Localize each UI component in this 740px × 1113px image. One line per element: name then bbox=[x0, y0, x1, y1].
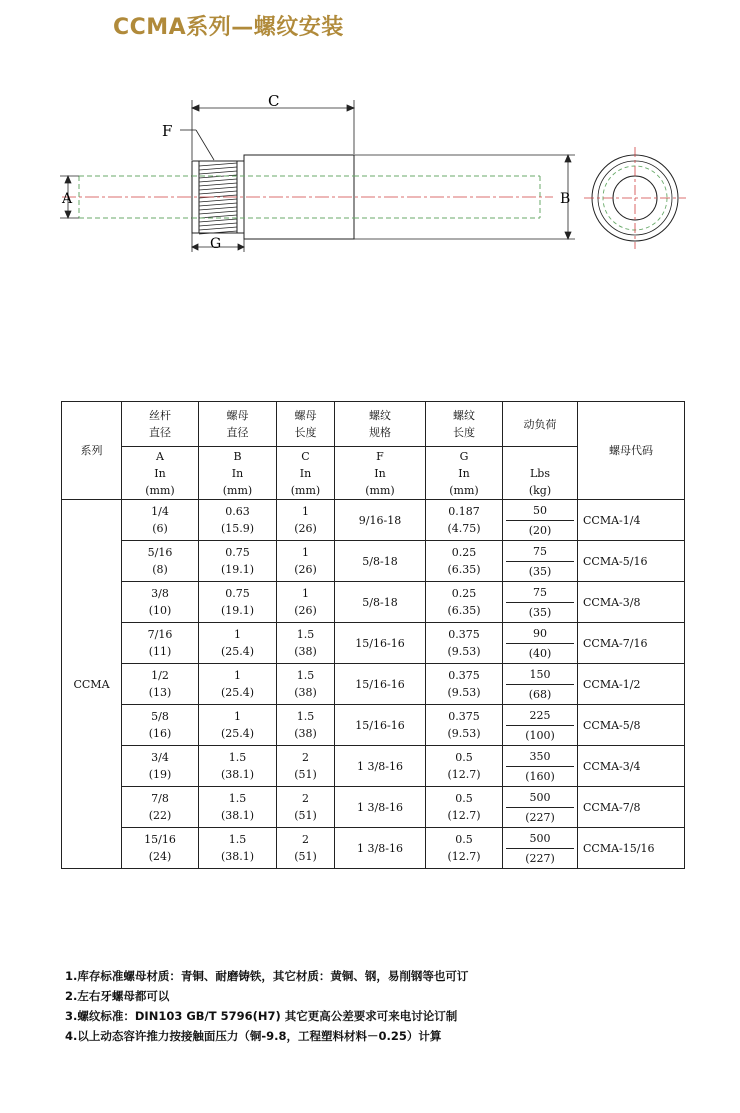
cell-f: 15/16-16 bbox=[335, 705, 426, 746]
cell-c: 2 (51) bbox=[277, 746, 335, 787]
cell-b: 1.5 (38.1) bbox=[199, 828, 277, 869]
cell-b: 1 (25.4) bbox=[199, 623, 277, 664]
nut-diagram bbox=[0, 80, 740, 260]
cell-c: 1.5 (38) bbox=[277, 623, 335, 664]
label-a: A bbox=[62, 191, 73, 207]
cell-load: 500 (227) bbox=[503, 787, 578, 828]
cell-g: 0.5 (12.7) bbox=[426, 828, 503, 869]
header-nut-len: 螺母 长度 bbox=[277, 402, 335, 447]
cell-f: 15/16-16 bbox=[335, 623, 426, 664]
cell-code: CCMA-3/8 bbox=[578, 582, 685, 623]
label-b: B bbox=[560, 191, 571, 207]
thread-tooth bbox=[199, 227, 237, 230]
cell-a: 7/16 (11) bbox=[122, 623, 199, 664]
cell-c: 1 (26) bbox=[277, 541, 335, 582]
cell-a: 15/16 (24) bbox=[122, 828, 199, 869]
unit-c: C In (mm) bbox=[277, 447, 335, 500]
table-row bbox=[62, 828, 685, 869]
cell-b: 1.5 (38.1) bbox=[199, 746, 277, 787]
header-thread-spec: 螺纹 规格 bbox=[335, 402, 426, 447]
cell-g: 0.375 (9.53) bbox=[426, 623, 503, 664]
thread-tooth bbox=[199, 219, 237, 222]
note-4: 4.以上动态容许推力按接触面压力（铜-9.8，工程塑料材料－0.25）计算 bbox=[65, 1029, 442, 1043]
cell-b: 0.63 (15.9) bbox=[199, 500, 277, 541]
label-f: F bbox=[162, 122, 173, 140]
cell-b: 0.75 (19.1) bbox=[199, 541, 277, 582]
cell-a: 5/8 (16) bbox=[122, 705, 199, 746]
cell-code: CCMA-5/8 bbox=[578, 705, 685, 746]
cell-g: 0.375 (9.53) bbox=[426, 664, 503, 705]
cell-b: 1 (25.4) bbox=[199, 664, 277, 705]
table-row bbox=[62, 500, 685, 541]
table-row bbox=[62, 746, 685, 787]
thread-teeth bbox=[199, 163, 237, 234]
label-c: C bbox=[268, 92, 280, 110]
cell-c: 1 (26) bbox=[277, 582, 335, 623]
header-nut-dia: 螺母 直径 bbox=[199, 402, 277, 447]
cell-c: 1 (26) bbox=[277, 500, 335, 541]
cell-load: 500 (227) bbox=[503, 828, 578, 869]
cell-load: 350 (160) bbox=[503, 746, 578, 787]
thread-tooth bbox=[199, 163, 237, 166]
cell-code: CCMA-7/16 bbox=[578, 623, 685, 664]
cell-f: 5/8-18 bbox=[335, 541, 426, 582]
cell-code: CCMA-3/4 bbox=[578, 746, 685, 787]
table-row bbox=[62, 623, 685, 664]
label-g: G bbox=[210, 236, 222, 252]
cell-g: 0.5 (12.7) bbox=[426, 746, 503, 787]
cell-a: 1/2 (13) bbox=[122, 664, 199, 705]
cell-a: 3/8 (10) bbox=[122, 582, 199, 623]
thread-tooth bbox=[199, 195, 237, 198]
cell-c: 2 (51) bbox=[277, 828, 335, 869]
cell-c: 1.5 (38) bbox=[277, 705, 335, 746]
spec-table bbox=[61, 401, 685, 869]
unit-b: B In (mm) bbox=[199, 447, 277, 500]
cell-a: 5/16 (8) bbox=[122, 541, 199, 582]
cell-code: CCMA-15/16 bbox=[578, 828, 685, 869]
notes bbox=[65, 966, 468, 1046]
cell-c: 2 (51) bbox=[277, 787, 335, 828]
cell-b: 1.5 (38.1) bbox=[199, 787, 277, 828]
cell-load: 75 (35) bbox=[503, 541, 578, 582]
table-row bbox=[62, 787, 685, 828]
header-rod-dia: 丝杆 直径 bbox=[122, 402, 199, 447]
header-row bbox=[62, 402, 685, 447]
cell-f: 1 3/8-16 bbox=[335, 787, 426, 828]
thread-tooth bbox=[199, 167, 237, 170]
cell-code: CCMA-1/4 bbox=[578, 500, 685, 541]
thread-tooth bbox=[199, 171, 237, 174]
thread-tooth bbox=[199, 179, 237, 182]
cell-code: CCMA-7/8 bbox=[578, 787, 685, 828]
cell-c: 1.5 (38) bbox=[277, 664, 335, 705]
note-2: 2.左右牙螺母都可以 bbox=[65, 989, 170, 1003]
thread-tooth bbox=[199, 211, 237, 214]
header-nut-code: 螺母代码 bbox=[578, 402, 685, 500]
cell-b: 1 (25.4) bbox=[199, 705, 277, 746]
thread-tooth bbox=[199, 207, 237, 210]
cell-a: 3/4 (19) bbox=[122, 746, 199, 787]
leader-f bbox=[180, 130, 214, 160]
unit-f: F In (mm) bbox=[335, 447, 426, 500]
cell-code: CCMA-5/16 bbox=[578, 541, 685, 582]
header-thread-len: 螺纹 长度 bbox=[426, 402, 503, 447]
cell-load: 150 (68) bbox=[503, 664, 578, 705]
thread-tooth bbox=[199, 199, 237, 202]
cell-f: 15/16-16 bbox=[335, 664, 426, 705]
page-title: CCMA系列—螺纹安装 bbox=[113, 15, 344, 40]
header-series: 系列 bbox=[62, 402, 122, 500]
thread-tooth bbox=[199, 191, 237, 194]
cell-b: 0.75 (19.1) bbox=[199, 582, 277, 623]
thread-tooth bbox=[199, 203, 237, 206]
cell-a: 1/4 (6) bbox=[122, 500, 199, 541]
series-cell: CCMA bbox=[62, 500, 122, 869]
table-row bbox=[62, 664, 685, 705]
cell-f: 5/8-18 bbox=[335, 582, 426, 623]
end-view bbox=[584, 147, 686, 249]
cell-g: 0.375 (9.53) bbox=[426, 705, 503, 746]
cell-a: 7/8 (22) bbox=[122, 787, 199, 828]
cell-g: 0.187 (4.75) bbox=[426, 500, 503, 541]
cell-load: 50 (20) bbox=[503, 500, 578, 541]
table-row bbox=[62, 705, 685, 746]
unit-load: Lbs (kg) bbox=[503, 447, 578, 500]
cell-f: 1 3/8-16 bbox=[335, 828, 426, 869]
note-3: 3.螺纹标准：DIN103 GB/T 5796(H7) 其它更高公差要求可来电讨论订制 bbox=[65, 1009, 458, 1023]
cell-f: 1 3/8-16 bbox=[335, 746, 426, 787]
cell-g: 0.25 (6.35) bbox=[426, 582, 503, 623]
unit-a: A In (mm) bbox=[122, 447, 199, 500]
thread-tooth bbox=[199, 223, 237, 226]
thread-tooth bbox=[199, 187, 237, 190]
note-1: 1.库存标准螺母材质：青铜、耐磨铸铁，其它材质：黄铜、钢，易削钢等也可订 bbox=[65, 969, 469, 983]
cell-g: 0.25 (6.35) bbox=[426, 541, 503, 582]
header-dyn-load: 动负荷 bbox=[503, 402, 578, 447]
cell-f: 9/16-18 bbox=[335, 500, 426, 541]
cell-code: CCMA-1/2 bbox=[578, 664, 685, 705]
thread-tooth bbox=[199, 183, 237, 186]
table-row bbox=[62, 582, 685, 623]
cell-load: 90 (40) bbox=[503, 623, 578, 664]
cell-load: 225 (100) bbox=[503, 705, 578, 746]
table-row bbox=[62, 541, 685, 582]
unit-g: G In (mm) bbox=[426, 447, 503, 500]
cell-load: 75 (35) bbox=[503, 582, 578, 623]
cell-g: 0.5 (12.7) bbox=[426, 787, 503, 828]
